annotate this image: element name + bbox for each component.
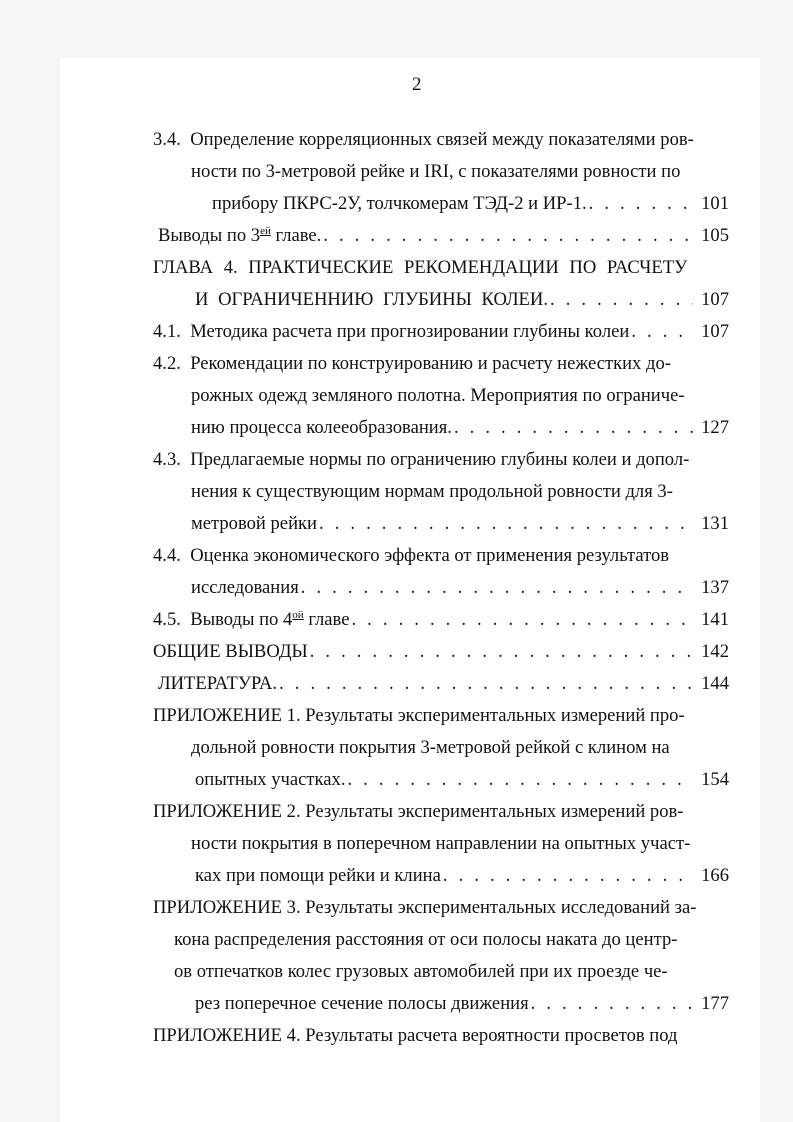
entry-text: ПРИЛОЖЕНИЕ 1. Результаты экспериментальных измерений про- [153,705,685,726]
entry-text: Рекомендации по конструированию и расчету нежестких до- [190,353,671,374]
toc-chapter-4-line2[interactable] [195,287,729,313]
toc-appendix-1-line3[interactable] [195,767,729,793]
page-ref: 131 [701,513,729,534]
page-ref: 107 [701,321,729,342]
toc-entry-4-4-line1[interactable] [153,543,699,569]
toc-appendix-2-line1[interactable] [153,799,699,825]
toc-entry-3-4-line2 [191,159,690,185]
toc-entry-conclusions-3[interactable] [158,223,729,249]
toc-entry-4-2-line1[interactable] [153,351,699,377]
page-number: 2 [412,74,422,95]
leader-dots [308,639,693,665]
page-ref: 177 [701,993,729,1014]
leader-dots [587,191,693,217]
page-ref: 127 [701,417,729,438]
toc-entry-literature[interactable] [158,671,729,697]
leader-dots [441,863,693,889]
toc-appendix-1-line2 [191,735,690,761]
leader-dots [299,575,693,601]
entry-text: ности покрытия в поперечном направлении на опытных участ- [191,833,691,854]
entry-text: прибору ПКРС-2У, толчкомерам ТЭД-2 и ИР-1. [212,193,587,214]
toc-appendix-1-line1[interactable] [153,703,699,729]
entry-text: нию процесса колееобразования. [191,417,452,438]
leader-dots [629,319,693,345]
leader-dots [452,415,693,441]
leader-dots [345,767,693,793]
toc-entry-general-conclusions[interactable] [153,639,729,665]
toc-chapter-4-line1[interactable] [153,255,699,281]
entry-text: ках при помощи рейки и клина [195,865,441,886]
page-ref: 154 [701,769,729,790]
entry-text: Выводы по $3^{ей}$ главе. [158,225,322,246]
entry-text: ПРИЛОЖЕНИЕ 2. Результаты экспериментальных измерений ров- [153,801,684,822]
section-number: 4.3. [153,449,181,470]
toc-entry-4-3-line1[interactable] [153,447,699,473]
entry-text: ПРИЛОЖЕНИЕ 3. Результаты экспериментальных исследований за- [153,897,697,918]
entry-text: 4.1. Методика расчета при прогнозировании глубины колеи [153,321,630,342]
entry-text: опытных участках. [195,769,346,790]
entry-text: рез поперечное сечение полосы движения [195,993,529,1014]
page-ref: 101 [701,193,729,214]
page-ref: 137 [701,577,729,598]
toc-appendix-2-line2 [191,831,690,857]
entry-text: кона распределения расстояния от оси полосы наката до центр- [174,929,678,950]
chapter-title: И ОГРАНИЧЕННИЮ ГЛУБИНЫ КОЛЕИ. [195,289,548,310]
toc-entry-4-5[interactable] [153,607,729,633]
page-ref: 144 [701,673,729,694]
section-number: 3.4. [153,129,181,150]
leader-dots [529,991,693,1017]
entry-text: рожных одежд земляного полотна. Мероприятия по ограниче- [191,385,685,406]
entry-text: ОБЩИЕ ВЫВОДЫ [153,641,308,662]
entry-text: ПРИЛОЖЕНИЕ 4. Результаты расчета вероятности просветов под [153,1025,678,1046]
page-ref: 107 [701,289,729,310]
toc-appendix-2-line3[interactable] [195,863,729,889]
section-number: 4.2. [153,353,181,374]
entry-text: нения к существующим нормам продольной ровности для 3- [191,481,673,502]
entry-text: исследования [191,577,299,598]
toc-appendix-3-line2 [174,927,694,953]
toc-entry-4-3-line2 [191,479,690,505]
leader-dots [548,287,693,313]
entry-text: ов отпечатков колес грузовых автомобилей при их проезде че- [174,961,668,982]
entry-text: Оценка экономического эффекта от применения результатов [190,545,670,566]
toc-entry-3-4-line3[interactable] [212,191,729,217]
toc-appendix-3-line1[interactable] [153,895,699,921]
entry-text: 4.5. Выводы по $4^{ой}$ главе [153,609,350,630]
page-ref: 166 [701,865,729,886]
toc-entry-4-4-line2[interactable] [191,575,729,601]
leader-dots [277,671,693,697]
entry-text: ности по 3-метровой рейке и IRI, с показателями ровности по [191,161,681,182]
page-ref: 141 [701,609,729,630]
section-number: 4.4. [153,545,181,566]
leader-dots [317,511,693,537]
page-ref: 105 [701,225,729,246]
chapter-title: ГЛАВА 4. ПРАКТИЧЕСКИЕ РЕКОМЕНДАЦИИ ПО РАСЧЕТУ [153,257,688,278]
entry-text: Предлагаемые нормы по ограничению глубины колеи и допол- [190,449,690,470]
entry-text: ЛИТЕРАТУРА. [158,673,278,694]
toc-entry-4-3-line3[interactable] [191,511,729,537]
toc-entry-3-4-line1[interactable] [153,127,699,153]
toc-appendix-4-line1[interactable] [153,1023,699,1049]
toc-entry-4-2-line3[interactable] [191,415,729,441]
toc-entry-4-1[interactable] [153,319,729,345]
toc-appendix-3-line3 [174,959,694,985]
entry-text: Определение корреляционных связей между показателями ров- [190,129,694,150]
page-ref: 142 [701,641,729,662]
entry-text: дольной ровности покрытия 3-метровой рейкой с клином на [191,737,670,758]
toc-entry-4-2-line2 [191,383,690,409]
entry-text: метровой рейки [191,513,317,534]
leader-dots [349,607,693,633]
toc-appendix-3-line4[interactable] [195,991,729,1017]
leader-dots [321,223,693,249]
